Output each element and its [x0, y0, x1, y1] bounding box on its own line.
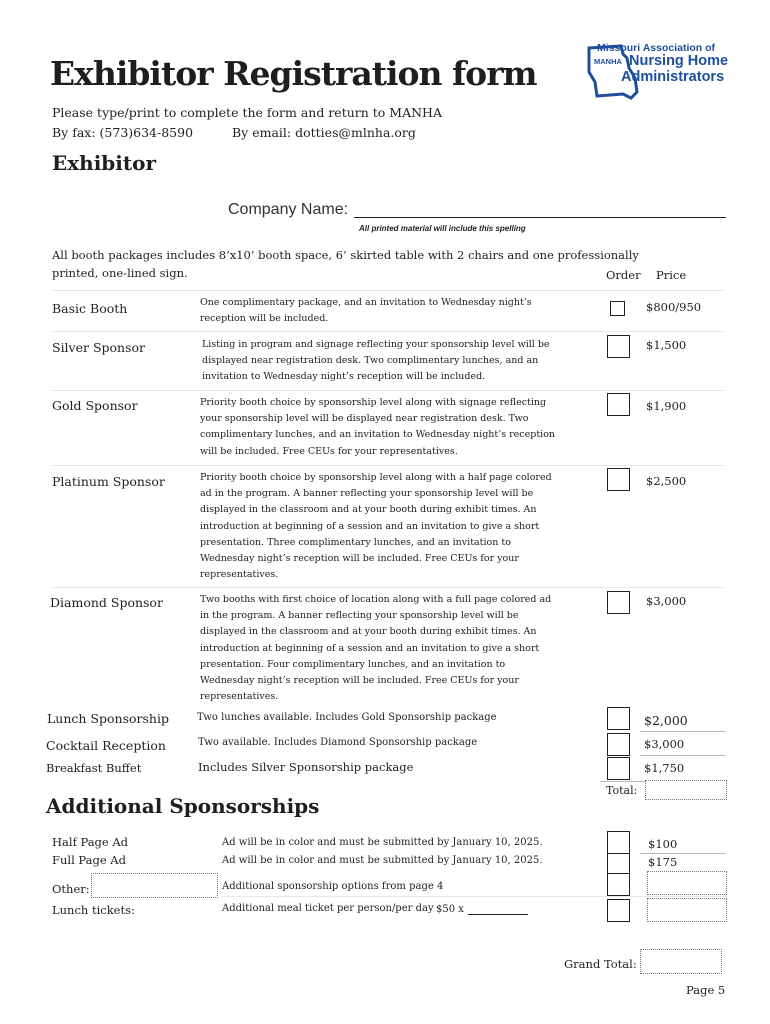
logo-line3: Administrators: [621, 69, 725, 85]
additional-description: Ad will be in color and must be submitted by January 10, 2025.: [222, 837, 543, 848]
lunch-tickets-amount-input[interactable]: [647, 898, 727, 922]
package-price: $1,900: [646, 399, 687, 413]
package-description: Listing in program and signage reflecting your sponsorship level will be displayed near registration desk. Two complimentary lunches, and an invitation to Wednesday night’s reception will be included.: [202, 339, 550, 383]
row-separator: [640, 853, 726, 854]
row-separator: [52, 331, 724, 332]
other-input[interactable]: [91, 873, 218, 898]
row-separator: [52, 465, 724, 466]
package-name: Gold Sponsor: [52, 398, 138, 413]
platinum-sponsor-order-checkbox[interactable]: [607, 468, 630, 491]
half-page-ad-checkbox[interactable]: [607, 831, 630, 854]
package-name: Basic Booth: [52, 301, 128, 316]
package-price: $1,500: [646, 338, 687, 352]
package-name: Silver Sponsor: [52, 340, 146, 355]
diamond-sponsor-order-checkbox[interactable]: [607, 591, 630, 614]
extra-name: Cocktail Reception: [46, 738, 166, 753]
email-address: By email: dotties@mlnha.org: [232, 125, 416, 140]
order-column-header: Order: [606, 268, 641, 282]
package-description: Priority booth choice by sponsorship level along with a half page colored ad in the program. A banner reflecting your sponsorship level will be displayed in the classroom and at your booth during exhibit times. An introduction at beginning of a session and an invitation to give a short presentation. Three complimentary lunches, and an invitation to Wednesday night’s reception will be included. Free CEUs for your representatives.: [200, 472, 552, 581]
additional-price: $175: [648, 855, 678, 869]
extra-description: Includes Silver Sponsorship package: [198, 760, 414, 774]
form-title: Exhibitor Registration form: [50, 54, 537, 93]
row-separator: [52, 587, 724, 588]
additional-name: Full Page Ad: [52, 853, 126, 867]
lunch-tickets-checkbox[interactable]: [607, 899, 630, 922]
logo-acronym: MANHA: [594, 57, 622, 66]
extra-price: $3,000: [644, 737, 685, 751]
row-separator: [640, 755, 726, 756]
company-name-field[interactable]: [354, 217, 726, 218]
silver-sponsor-order-checkbox[interactable]: [607, 335, 630, 358]
intro-line: Please type/print to complete the form and return to MANHA: [52, 105, 442, 120]
company-name-label: Company Name:: [228, 201, 349, 218]
grand-total-label: Grand Total:: [564, 957, 637, 971]
extra-description: Two lunches available. Includes Gold Sponsorship package: [197, 712, 497, 723]
lunch-tickets-quantity-field[interactable]: [468, 914, 528, 915]
extra-name: Lunch Sponsorship: [47, 711, 169, 726]
manha-logo: [583, 42, 733, 102]
other-amount-input[interactable]: [647, 871, 727, 895]
package-price: $2,500: [646, 474, 687, 488]
row-separator: [52, 390, 724, 391]
other-checkbox[interactable]: [607, 873, 630, 896]
additional-price: $100: [648, 837, 678, 851]
package-description: Priority booth choice by sponsorship level along with signage reflecting your sponsorship level will be displayed near registration desk. Two complimentary lunches, and an invitation to Wednesday night’s reception will be included. Free CEUs for your representatives.: [200, 397, 556, 457]
package-name: Platinum Sponsor: [52, 474, 165, 489]
additional-sponsorships-heading: Additional Sponsorships: [46, 794, 320, 818]
row-separator: [640, 731, 726, 732]
lunch-tickets-rate: $50 x: [436, 904, 464, 915]
lunch-tickets-label: Lunch tickets:: [52, 903, 135, 917]
packages-intro: All booth packages includes 8’x10’ booth space, 6’ skirted table with 2 chairs and one professionally printed, one-lined sign.: [52, 248, 639, 280]
price-column-header: Price: [656, 268, 687, 282]
page-number: Page 5: [686, 983, 726, 997]
extra-price: $2,000: [644, 713, 688, 728]
additional-name: Half Page Ad: [52, 835, 129, 849]
total-label: Total:: [606, 784, 638, 797]
total-input[interactable]: [645, 780, 727, 800]
grand-total-input[interactable]: [640, 949, 722, 974]
company-name-note: All printed material will include this spelling: [359, 224, 526, 233]
breakfast-buffet-checkbox[interactable]: [607, 757, 630, 780]
logo-line1: Missouri Association of: [597, 42, 716, 54]
lunch-sponsorship-checkbox[interactable]: [607, 707, 630, 730]
logo-line2: Nursing Home: [629, 53, 729, 69]
other-label: Other:: [52, 882, 90, 896]
gold-sponsor-order-checkbox[interactable]: [607, 393, 630, 416]
basic-booth-order-checkbox[interactable]: [610, 301, 625, 316]
exhibitor-heading: Exhibitor: [52, 151, 157, 175]
package-description: One complimentary package, and an invitation to Wednesday night’s reception will be included.: [200, 297, 532, 325]
additional-description: Ad will be in color and must be submitted by January 10, 2025.: [222, 855, 543, 866]
package-price: $3,000: [646, 594, 687, 608]
package-name: Diamond Sponsor: [50, 595, 163, 610]
other-description: Additional sponsorship options from page 4: [222, 881, 444, 892]
extra-description: Two available. Includes Diamond Sponsorship package: [198, 737, 478, 748]
row-separator: [222, 896, 728, 897]
fax-number: By fax: (573)634-8590: [52, 125, 194, 140]
extra-price: $1,750: [644, 761, 685, 775]
cocktail-reception-checkbox[interactable]: [607, 733, 630, 756]
lunch-tickets-description: Additional meal ticket per person/per day: [222, 903, 434, 914]
extra-name: Breakfast Buffet: [46, 761, 142, 775]
package-description: Two booths with first choice of location along with a full page colored ad in the program. A banner reflecting your sponsorship level will be displayed in the classroom and at your booth during exhibit times. An introduction at beginning of a session and an invitation to give a short presentation. Four complimentary lunches, and an invitation to Wednesday night’s reception will be included. Free CEUs for your representatives.: [200, 594, 552, 703]
row-separator: [52, 290, 724, 291]
package-price: $800/950: [646, 300, 702, 314]
